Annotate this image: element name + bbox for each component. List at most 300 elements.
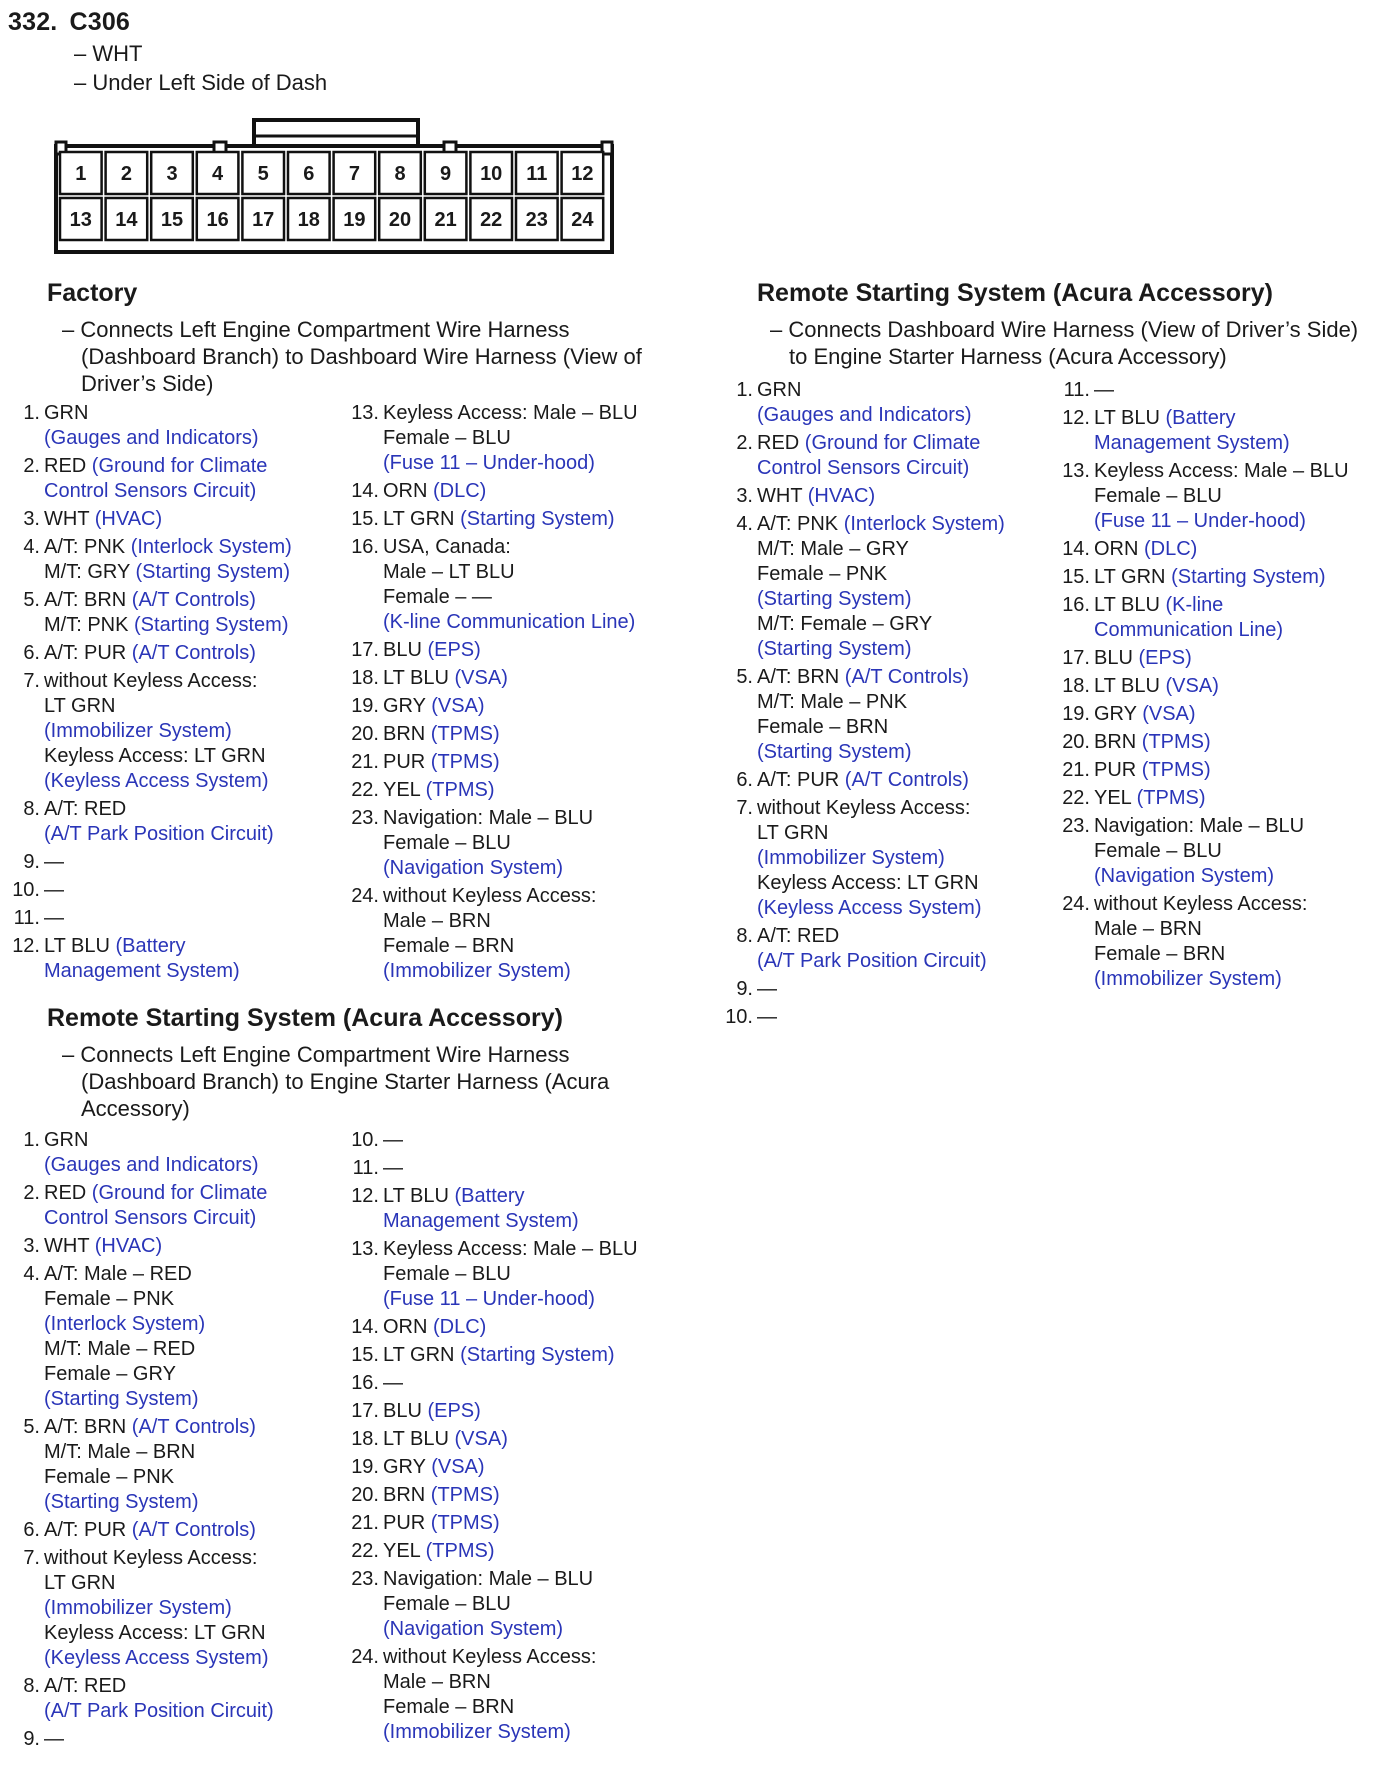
pin-entry bbox=[6, 1181, 274, 1231]
pin-label: 16 bbox=[206, 209, 229, 231]
factory-pin-list-right bbox=[345, 401, 638, 987]
pin-line bbox=[44, 1387, 274, 1412]
pin-line bbox=[383, 1617, 638, 1642]
pin-entry bbox=[345, 750, 638, 775]
pin-number: 24. bbox=[1062, 893, 1090, 915]
circuit-name: (Fuse 11 – Under-hood) bbox=[383, 452, 595, 474]
pin-number: 11. bbox=[1063, 379, 1090, 401]
pin-number: 14. bbox=[351, 480, 379, 502]
wire-color: LT GRN bbox=[1094, 566, 1172, 588]
circuit-name: Management System) bbox=[1094, 432, 1290, 454]
wire-color: M/T: GRY bbox=[44, 561, 136, 583]
wire-color: Keyless Access: LT GRN bbox=[44, 745, 266, 767]
pin-line bbox=[383, 934, 638, 959]
pin-number: 16. bbox=[1062, 594, 1090, 616]
wire-color: without Keyless Access: bbox=[44, 670, 258, 692]
circuit-name: (HVAC) bbox=[94, 508, 163, 530]
pin-line bbox=[383, 535, 638, 560]
pin-line bbox=[757, 403, 1005, 428]
pin-entry bbox=[719, 768, 1005, 793]
pin-line bbox=[1094, 839, 1349, 864]
circuit-name: Communication Line) bbox=[1094, 619, 1283, 641]
wire-color: PUR bbox=[1094, 759, 1142, 781]
circuit-name: (TPMS) bbox=[430, 1512, 500, 1534]
pin-number: 18. bbox=[1062, 675, 1090, 697]
circuit-name: Management System) bbox=[44, 960, 240, 982]
pin-entry bbox=[345, 806, 638, 881]
pin-line bbox=[1094, 730, 1349, 755]
pin-line bbox=[383, 1567, 638, 1592]
pin-entry bbox=[345, 1455, 638, 1480]
connector-title bbox=[8, 8, 130, 37]
pin-entry bbox=[6, 641, 292, 666]
wire-color: Keyless Access: Male – BLU bbox=[1094, 460, 1349, 482]
pin-entry bbox=[6, 797, 292, 847]
wire-color: — bbox=[44, 879, 64, 901]
circuit-name: (Starting System) bbox=[757, 588, 912, 610]
pin-number: 22. bbox=[351, 1540, 379, 1562]
circuit-name: (VSA) bbox=[431, 695, 485, 717]
wire-color: without Keyless Access: bbox=[1094, 893, 1308, 915]
pin-line bbox=[44, 959, 292, 984]
remote-right-pin-list-right bbox=[1056, 378, 1349, 995]
pin-number: 24. bbox=[351, 1646, 379, 1668]
wire-color: Female – PNK bbox=[757, 563, 888, 585]
wire-color: M/T: Male – RED bbox=[44, 1338, 196, 1360]
pin-entry bbox=[1056, 565, 1349, 590]
wire-color: Female – BLU bbox=[383, 1593, 511, 1615]
circuit-name: (HVAC) bbox=[94, 1235, 163, 1257]
pin-entry bbox=[345, 535, 638, 635]
circuit-name: (Ground for Climate bbox=[804, 432, 981, 454]
pin-line bbox=[1094, 864, 1349, 889]
pin-line bbox=[383, 610, 638, 635]
pin-entry bbox=[6, 906, 292, 931]
pin-label: 22 bbox=[480, 209, 503, 231]
pin-label: 13 bbox=[69, 209, 92, 231]
factory-section-description: – Connects Left Engine Compartment Wire Harness (Dashboard Branch) to Dashboard Wire Harness (View of Driver’s Side) bbox=[62, 317, 642, 396]
remote-left-pin-list-right bbox=[345, 1128, 638, 1748]
pin-line bbox=[44, 797, 292, 822]
wire-color: A/T: RED bbox=[44, 798, 127, 820]
wire-color: BRN bbox=[383, 1484, 431, 1506]
pin-number: 19. bbox=[1062, 703, 1090, 725]
pin-line bbox=[44, 1287, 274, 1312]
circuit-name: (Ground for Climate bbox=[91, 1182, 268, 1204]
pin-line bbox=[383, 1695, 638, 1720]
wire-color: ORN bbox=[1094, 538, 1144, 560]
wire-color: ORN bbox=[383, 1316, 433, 1338]
circuit-name: (Starting System) bbox=[757, 638, 912, 660]
wire-color: A/T: RED bbox=[44, 1675, 127, 1697]
circuit-name: (K-line Communication Line) bbox=[383, 611, 636, 633]
pin-line bbox=[383, 451, 638, 476]
remote-left-section-description: – Connects Left Engine Compartment Wire Harness (Dashboard Branch) to Engine Starter Harness (Acura Accessory) bbox=[62, 1042, 610, 1121]
wire-color: A/T: BRN bbox=[757, 666, 845, 688]
wire-color: Navigation: Male – BLU bbox=[1094, 815, 1305, 837]
pin-number: 22. bbox=[1062, 787, 1090, 809]
pin-entry bbox=[6, 1415, 274, 1515]
wire-color: LT BLU bbox=[383, 667, 455, 689]
wire-color: Navigation: Male – BLU bbox=[383, 807, 594, 829]
pin-number: 11. bbox=[13, 907, 40, 929]
circuit-name: (A/T Controls) bbox=[131, 589, 256, 611]
pin-number: 8. bbox=[23, 1675, 40, 1697]
pin-line bbox=[44, 1440, 274, 1465]
pin-entry bbox=[719, 924, 1005, 974]
pin-label: 8 bbox=[394, 163, 406, 185]
pin-entry bbox=[345, 638, 638, 663]
pin-line bbox=[757, 665, 1005, 690]
circuit-name: (Gauges and Indicators) bbox=[44, 427, 259, 449]
pin-line bbox=[757, 846, 1005, 871]
wire-color: RED bbox=[44, 1182, 92, 1204]
wire-color: M/T: Male – GRY bbox=[757, 538, 909, 560]
wire-color: without Keyless Access: bbox=[757, 797, 971, 819]
pin-line bbox=[757, 821, 1005, 846]
pin-number: 9. bbox=[736, 978, 753, 1000]
pin-number: 1. bbox=[736, 379, 753, 401]
pin-entry bbox=[6, 1674, 274, 1724]
pin-line bbox=[44, 1337, 274, 1362]
circuit-name: (A/T Park Position Circuit) bbox=[44, 823, 274, 845]
connector-number: 332. bbox=[8, 8, 58, 36]
pin-line bbox=[1094, 646, 1349, 671]
pin-line bbox=[383, 722, 638, 747]
wire-color: LT BLU bbox=[44, 935, 116, 957]
wire-color: — bbox=[1094, 379, 1114, 401]
pin-line bbox=[757, 431, 1005, 456]
pin-line bbox=[383, 1720, 638, 1745]
wire-color: A/T: PUR bbox=[44, 1519, 132, 1541]
circuit-name: (Interlock System) bbox=[44, 1313, 206, 1335]
wire-color: YEL bbox=[383, 1540, 426, 1562]
pin-number: 24. bbox=[351, 885, 379, 907]
circuit-name: (VSA) bbox=[1142, 703, 1196, 725]
wire-color: GRN bbox=[44, 1129, 89, 1151]
pin-line bbox=[757, 637, 1005, 662]
wire-color: Keyless Access: LT GRN bbox=[757, 872, 979, 894]
wire-color: Female – GRY bbox=[44, 1363, 176, 1385]
pin-line bbox=[44, 906, 292, 931]
wire-color: — bbox=[383, 1372, 403, 1394]
circuit-name: (Battery bbox=[115, 935, 186, 957]
circuit-name: Management System) bbox=[383, 1210, 579, 1232]
pin-line bbox=[44, 535, 292, 560]
wire-color: Female – BLU bbox=[383, 832, 511, 854]
pin-line bbox=[44, 1571, 274, 1596]
pin-line bbox=[44, 1727, 274, 1752]
circuit-name: (EPS) bbox=[427, 639, 481, 661]
pin-entry bbox=[345, 666, 638, 691]
wire-color: A/T: BRN bbox=[44, 589, 132, 611]
circuit-name: (Starting System) bbox=[44, 1388, 199, 1410]
pin-entry bbox=[345, 1237, 638, 1312]
circuit-name: (EPS) bbox=[427, 1400, 481, 1422]
pin-line bbox=[383, 806, 638, 831]
pin-line bbox=[383, 1343, 638, 1368]
pin-entry bbox=[6, 669, 292, 794]
pin-label: 5 bbox=[257, 163, 269, 185]
pin-entry bbox=[719, 977, 1005, 1002]
pin-entry bbox=[345, 1315, 638, 1340]
pin-label: 14 bbox=[115, 209, 138, 231]
circuit-name: Control Sensors Circuit) bbox=[757, 457, 970, 479]
pin-number: 20. bbox=[351, 1484, 379, 1506]
wire-color: Female – — bbox=[383, 586, 492, 608]
remote-left-pin-list-left bbox=[6, 1128, 274, 1755]
wire-color: A/T: PUR bbox=[44, 642, 132, 664]
factory-section-title: Factory bbox=[47, 279, 138, 307]
wire-color: — bbox=[44, 1728, 64, 1750]
pin-line bbox=[757, 1005, 1005, 1030]
pin-line bbox=[757, 587, 1005, 612]
pin-line bbox=[1094, 431, 1349, 456]
pin-number: 21. bbox=[1062, 759, 1090, 781]
circuit-name: (K-line bbox=[1165, 594, 1224, 616]
pin-line bbox=[383, 909, 638, 934]
pin-entry bbox=[345, 1511, 638, 1536]
pin-label: 6 bbox=[303, 163, 315, 185]
circuit-name: (VSA) bbox=[454, 1428, 508, 1450]
pin-number: 19. bbox=[351, 695, 379, 717]
pin-line bbox=[757, 796, 1005, 821]
circuit-name: (TPMS) bbox=[425, 779, 495, 801]
pin-entry bbox=[345, 1184, 638, 1234]
circuit-name: (Interlock System) bbox=[843, 513, 1005, 535]
connector-diagram bbox=[54, 118, 622, 256]
wire-color: LT GRN bbox=[44, 695, 116, 717]
wire-color: — bbox=[757, 978, 777, 1000]
pin-number: 12. bbox=[1062, 407, 1090, 429]
pin-entry bbox=[1056, 406, 1349, 456]
pin-label: 3 bbox=[166, 163, 178, 185]
pin-line bbox=[44, 507, 292, 532]
pin-number: 21. bbox=[351, 1512, 379, 1534]
circuit-name: (Gauges and Indicators) bbox=[757, 404, 972, 426]
pin-line bbox=[1094, 814, 1349, 839]
pin-line bbox=[1094, 378, 1349, 403]
wire-color: Male – BRN bbox=[383, 1671, 491, 1693]
pin-number: 3. bbox=[23, 508, 40, 530]
wire-color: LT GRN bbox=[383, 1344, 461, 1366]
pin-number: 20. bbox=[351, 723, 379, 745]
wire-color: — bbox=[44, 907, 64, 929]
wire-color: without Keyless Access: bbox=[383, 1646, 597, 1668]
pin-line bbox=[383, 1427, 638, 1452]
pin-entry bbox=[6, 1518, 274, 1543]
pin-entry bbox=[6, 1262, 274, 1412]
pin-line bbox=[383, 778, 638, 803]
pin-entry bbox=[1056, 646, 1349, 671]
pin-number: 15. bbox=[1062, 566, 1090, 588]
factory-pin-list-left bbox=[6, 401, 292, 987]
circuit-name: (Starting System) bbox=[460, 1344, 615, 1366]
pin-line bbox=[1094, 892, 1349, 917]
pin-number: 22. bbox=[351, 779, 379, 801]
wire-color: GRY bbox=[383, 695, 432, 717]
pin-entry bbox=[719, 1005, 1005, 1030]
pin-entry bbox=[1056, 730, 1349, 755]
wire-color: GRY bbox=[1094, 703, 1143, 725]
pin-line bbox=[1094, 618, 1349, 643]
pin-entry bbox=[6, 878, 292, 903]
pin-line bbox=[383, 750, 638, 775]
pin-line bbox=[383, 1184, 638, 1209]
pin-line bbox=[1094, 509, 1349, 534]
pin-entry bbox=[345, 1483, 638, 1508]
pin-entry bbox=[345, 401, 638, 476]
pin-line bbox=[383, 1237, 638, 1262]
wire-color: A/T: PNK bbox=[44, 536, 131, 558]
pin-number: 18. bbox=[351, 667, 379, 689]
circuit-name: (Starting System) bbox=[757, 741, 912, 763]
pin-number: 7. bbox=[23, 670, 40, 692]
circuit-name: (DLC) bbox=[433, 1316, 487, 1338]
wire-color: LT GRN bbox=[757, 822, 829, 844]
pin-number: 18. bbox=[351, 1428, 379, 1450]
pin-line bbox=[44, 934, 292, 959]
pin-label: 7 bbox=[348, 163, 360, 185]
pin-entry bbox=[345, 778, 638, 803]
pin-line bbox=[383, 507, 638, 532]
pin-line bbox=[44, 1128, 274, 1153]
pin-label: 23 bbox=[525, 209, 548, 231]
pin-line bbox=[383, 401, 638, 426]
pin-line bbox=[383, 1511, 638, 1536]
pin-line bbox=[757, 715, 1005, 740]
wire-color: Female – BLU bbox=[383, 427, 511, 449]
pin-number: 4. bbox=[23, 536, 40, 558]
wire-color: A/T: BRN bbox=[44, 1416, 132, 1438]
pin-number: 21. bbox=[351, 751, 379, 773]
pin-line bbox=[44, 479, 292, 504]
pin-entry bbox=[6, 588, 292, 638]
pin-line bbox=[44, 1312, 274, 1337]
wire-color: A/T: PUR bbox=[757, 769, 845, 791]
wire-color: Keyless Access: Male – BLU bbox=[383, 402, 638, 424]
pin-line bbox=[44, 1181, 274, 1206]
pin-label: 4 bbox=[212, 163, 224, 185]
wire-color: M/T: Male – BRN bbox=[44, 1441, 196, 1463]
wire-color: A/T: RED bbox=[757, 925, 840, 947]
pin-line bbox=[757, 512, 1005, 537]
pin-label: 11 bbox=[526, 163, 548, 185]
wire-color: LT BLU bbox=[1094, 675, 1166, 697]
circuit-name: (Navigation System) bbox=[1094, 865, 1275, 887]
wire-color: — bbox=[44, 851, 64, 873]
pin-line bbox=[383, 856, 638, 881]
wire-color: — bbox=[757, 1006, 777, 1028]
pin-entry bbox=[6, 454, 292, 504]
pin-line bbox=[757, 612, 1005, 637]
remote-right-pin-list-left bbox=[719, 378, 1005, 1033]
pin-number: 20. bbox=[1062, 731, 1090, 753]
pin-line bbox=[44, 1415, 274, 1440]
circuit-name: (Ground for Climate bbox=[91, 455, 268, 477]
pin-number: 19. bbox=[351, 1456, 379, 1478]
wire-color: Female – BRN bbox=[757, 716, 889, 738]
pin-entry bbox=[1056, 459, 1349, 534]
wire-color: LT BLU bbox=[1094, 594, 1166, 616]
wire-color: M/T: PNK bbox=[44, 614, 135, 636]
pin-number: 14. bbox=[1062, 538, 1090, 560]
pin-number: 17. bbox=[351, 1400, 379, 1422]
pin-line bbox=[44, 1674, 274, 1699]
pin-entry bbox=[345, 722, 638, 747]
pin-number: 7. bbox=[23, 1547, 40, 1569]
circuit-name: (VSA) bbox=[1165, 675, 1219, 697]
pin-number: 13. bbox=[351, 402, 379, 424]
pin-entry bbox=[6, 934, 292, 984]
circuit-name: (TPMS) bbox=[1136, 787, 1206, 809]
circuit-name: (TPMS) bbox=[1141, 731, 1211, 753]
remote-left-section-title: Remote Starting System (Acura Accessory) bbox=[47, 1004, 563, 1032]
circuit-name: (Immobilizer System) bbox=[383, 1721, 571, 1743]
circuit-name: (A/T Park Position Circuit) bbox=[757, 950, 987, 972]
pin-entry bbox=[1056, 674, 1349, 699]
circuit-name: (Fuse 11 – Under-hood) bbox=[383, 1288, 595, 1310]
circuit-name: (Keyless Access System) bbox=[757, 897, 982, 919]
circuit-name: (Immobilizer System) bbox=[44, 720, 232, 742]
wire-color: GRY bbox=[383, 1456, 432, 1478]
circuit-name: (HVAC) bbox=[807, 485, 876, 507]
pin-line bbox=[757, 949, 1005, 974]
pin-entry bbox=[345, 1539, 638, 1564]
pin-number: 2. bbox=[23, 455, 40, 477]
pin-entry bbox=[6, 1546, 274, 1671]
pin-line bbox=[757, 562, 1005, 587]
wire-color: Male – BRN bbox=[1094, 918, 1202, 940]
pin-entry bbox=[345, 1156, 638, 1181]
pin-line bbox=[383, 959, 638, 984]
circuit-name: (TPMS) bbox=[430, 1484, 500, 1506]
pin-entry bbox=[6, 1234, 274, 1259]
pin-line bbox=[1094, 967, 1349, 992]
pin-line bbox=[383, 1399, 638, 1424]
pin-line bbox=[383, 560, 638, 585]
pin-number: 16. bbox=[351, 1372, 379, 1394]
pin-entry bbox=[719, 378, 1005, 428]
circuit-name: (A/T Controls) bbox=[844, 769, 969, 791]
pin-line bbox=[44, 1596, 274, 1621]
pin-line bbox=[383, 884, 638, 909]
pin-entry bbox=[345, 1645, 638, 1745]
pin-line bbox=[383, 585, 638, 610]
pin-number: 17. bbox=[1062, 647, 1090, 669]
circuit-name: (A/T Controls) bbox=[131, 1416, 256, 1438]
pin-entry bbox=[1056, 593, 1349, 643]
pin-line bbox=[44, 426, 292, 451]
pin-line bbox=[44, 1153, 274, 1178]
circuit-name: (Starting System) bbox=[134, 614, 289, 636]
circuit-name: (DLC) bbox=[433, 480, 487, 502]
connector-name: C306 bbox=[69, 8, 131, 36]
wire-color: YEL bbox=[383, 779, 426, 801]
wire-color: PUR bbox=[383, 751, 431, 773]
circuit-name: (Navigation System) bbox=[383, 857, 564, 879]
pin-number: 5. bbox=[23, 589, 40, 611]
pin-entry bbox=[345, 507, 638, 532]
circuit-name: (TPMS) bbox=[430, 723, 500, 745]
pin-line bbox=[383, 1209, 638, 1234]
pin-number: 4. bbox=[736, 513, 753, 535]
pin-line bbox=[44, 560, 292, 585]
pin-line bbox=[383, 1483, 638, 1508]
circuit-name: (A/T Controls) bbox=[844, 666, 969, 688]
pin-label: 9 bbox=[440, 163, 452, 185]
pin-entry bbox=[1056, 892, 1349, 992]
